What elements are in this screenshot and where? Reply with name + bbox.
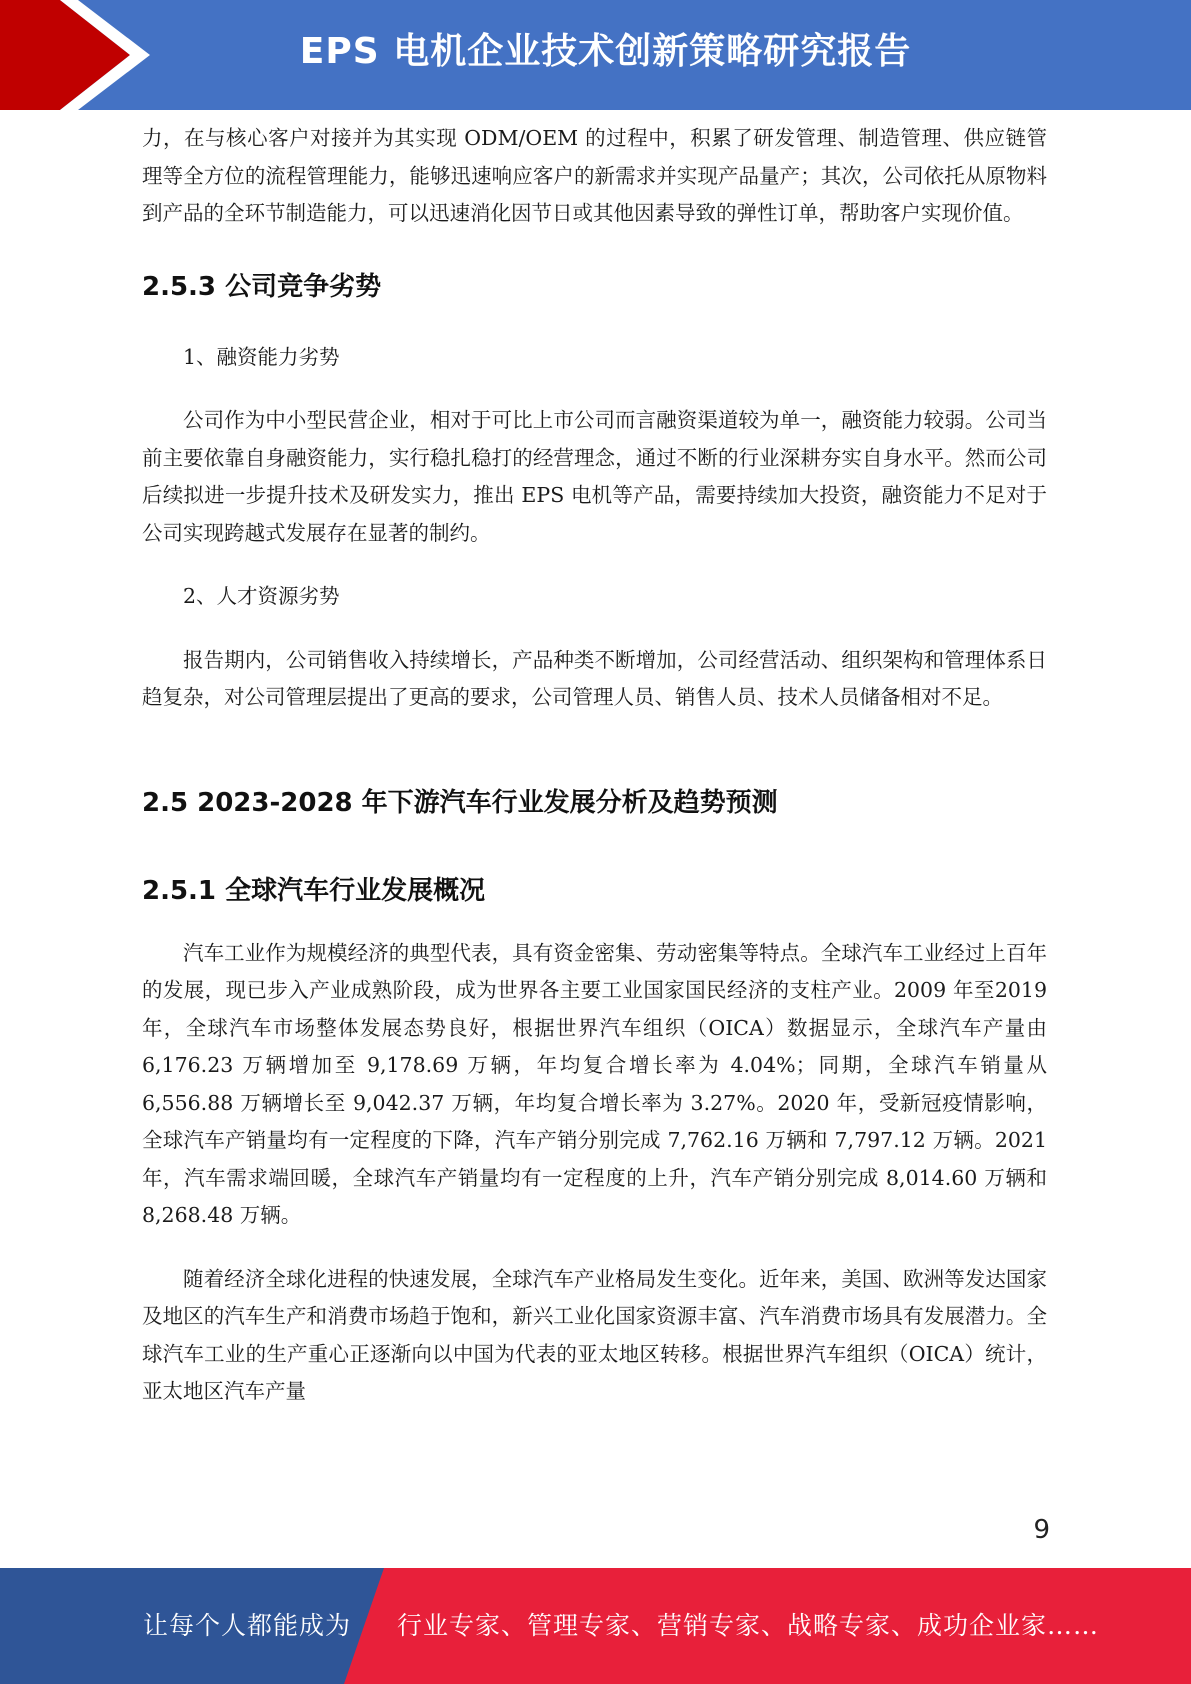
paragraph-talent: 报告期内，公司销售收入持续增长，产品种类不断增加，公司经营活动、组织架构和管理体系日趋复杂，对公司管理层提出了更高的要求，公司管理人员、销售人员、技术人员储备相对不足。 (142, 647, 1047, 709)
document-body (142, 120, 1047, 1411)
page-number: 9 (1033, 1515, 1050, 1545)
page-footer (0, 1568, 1191, 1684)
section-heading-2-5-3: 2.5.3 公司竞争劣势 (142, 271, 382, 302)
paragraph-continuation: 力，在与核心客户对接并为其实现 ODM/OEM 的过程中，积累了研发管理、制造管理、供应链管理等全方位的流程管理能力，能够迅速响应客户的新需求并实现产品量产；其次，公司依托从原物料到产品的全环节制造能力，可以迅速消化因节日或其他因素导致的弹性订单，帮助客户实现价值。 (142, 126, 1047, 225)
section-heading-2-5-1: 2.5.1 全球汽车行业发展概况 (142, 875, 486, 906)
subsection-item-financing: 1、融资能力劣势 (183, 344, 340, 369)
header-title: EPS 电机企业技术创新策略研究报告 (299, 31, 912, 72)
footer-slogan-left: 让每个人都能成为 (143, 1611, 352, 1640)
section-heading-2-5: 2.5 2023-2028 年下游汽车行业发展分析及趋势预测 (142, 787, 778, 818)
footer-slogan-right: 行业专家、管理专家、营销专家、战略专家、成功企业家…… (397, 1611, 1100, 1640)
paragraph-global-auto-overview: 汽车工业作为规模经济的典型代表，具有资金密集、劳动密集等特点。全球汽车工业经过上百年的发展，现已步入产业成熟阶段，成为世界各主要工业国家国民经济的支柱产业。2009 年至2019 年，全球汽车市场整体发展态势良好，根据世界汽车组织（OICA）数据显示，全球汽车产量由 6,176.23 万辆增加至 9,178.69 万辆，年均复合增长率为 4.04%；同期，全球汽车销量从6,556.88 万辆增长至 9,042.37 万辆，年均复合增长率为 3.27%。2020 年，受新冠疫情影响，全球汽车产销量均有一定程度的下降，汽车产销分别完成 7,762.16 万辆和 7,797.12 万辆。2021 年，汽车需求端回暖，全球汽车产销量均有一定程度的上升，汽车产销分别完成 8,014.60 万辆和8,268.48 万辆。 (142, 940, 1047, 1227)
subsection-item-talent: 2、人才资源劣势 (183, 584, 340, 608)
page-header (0, 0, 1191, 110)
paragraph-global-auto-shift: 随着经济全球化进程的快速发展，全球汽车产业格局发生变化。近年来，美国、欧洲等发达国家及地区的汽车生产和消费市场趋于饱和，新兴工业化国家资源丰富、汽车消费市场具有发展潜力。全球汽车工业的生产重心正逐渐向以中国为代表的亚太地区转移。根据世界汽车组织（OICA）统计，亚太地区汽车产量 (142, 1266, 1047, 1403)
paragraph-financing: 公司作为中小型民营企业，相对于可比上市公司而言融资渠道较为单一，融资能力较弱。公司当前主要依靠自身融资能力，实行稳扎稳打的经营理念，通过不断的行业深耕夯实自身水平。然而公司后续拟进一步提升技术及研发实力，推出 EPS 电机等产品，需要持续加大投资，融资能力不足对于公司实现跨越式发展存在显著的制约。 (142, 408, 1047, 545)
